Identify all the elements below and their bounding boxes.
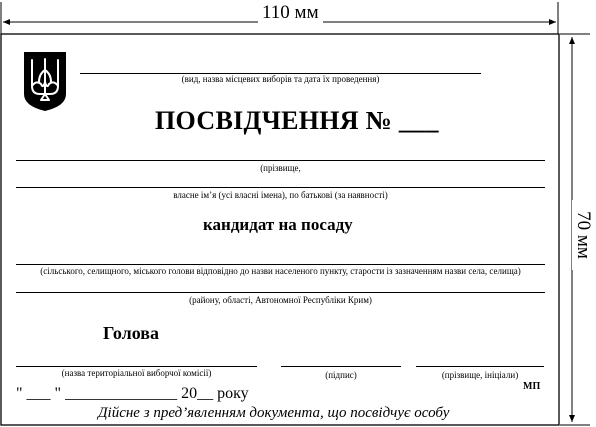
surname-rule xyxy=(16,160,545,161)
date-line: " ___ " ______________ 20__ року xyxy=(16,385,249,402)
signature-rule xyxy=(281,366,401,367)
election-caption: (вид, назва місцевих виборів та дата їх проведення) xyxy=(181,74,380,84)
candidate-heading: кандидат на посаду xyxy=(203,215,353,234)
name-initials-caption: (прізвище, ініціали) xyxy=(441,370,519,380)
region-caption: (району, області, Автономної Республіки Крим) xyxy=(189,295,372,305)
names-rule xyxy=(16,187,545,188)
validity-note: Дійсне з пред’явленням документа, що посвідчує особу xyxy=(98,405,450,421)
names-caption: власне ім’я (усі власні імена), по батькові (за наявності) xyxy=(173,190,388,200)
tryzub-icon xyxy=(22,50,68,112)
width-label: 110 мм xyxy=(258,2,323,24)
document-title: ПОСВІДЧЕННЯ № ___ xyxy=(155,106,439,135)
height-label: 70 мм xyxy=(572,200,594,270)
signature-caption: (підпис) xyxy=(325,370,357,380)
region-rule xyxy=(16,292,545,293)
head-label: Голова xyxy=(103,323,160,343)
position-rule xyxy=(16,264,545,265)
stamp-label: МП xyxy=(523,381,541,392)
position-caption: (сільського, селищного, міського голови відповідно до назви населеного пункту, старости із зазначенням назви села, селища) xyxy=(40,266,521,276)
commission-rule xyxy=(16,366,257,367)
commission-caption: (назва територіальної виборчої комісії) xyxy=(61,368,212,378)
name-initials-rule xyxy=(416,366,544,367)
surname-caption: (прізвище, xyxy=(260,163,301,173)
